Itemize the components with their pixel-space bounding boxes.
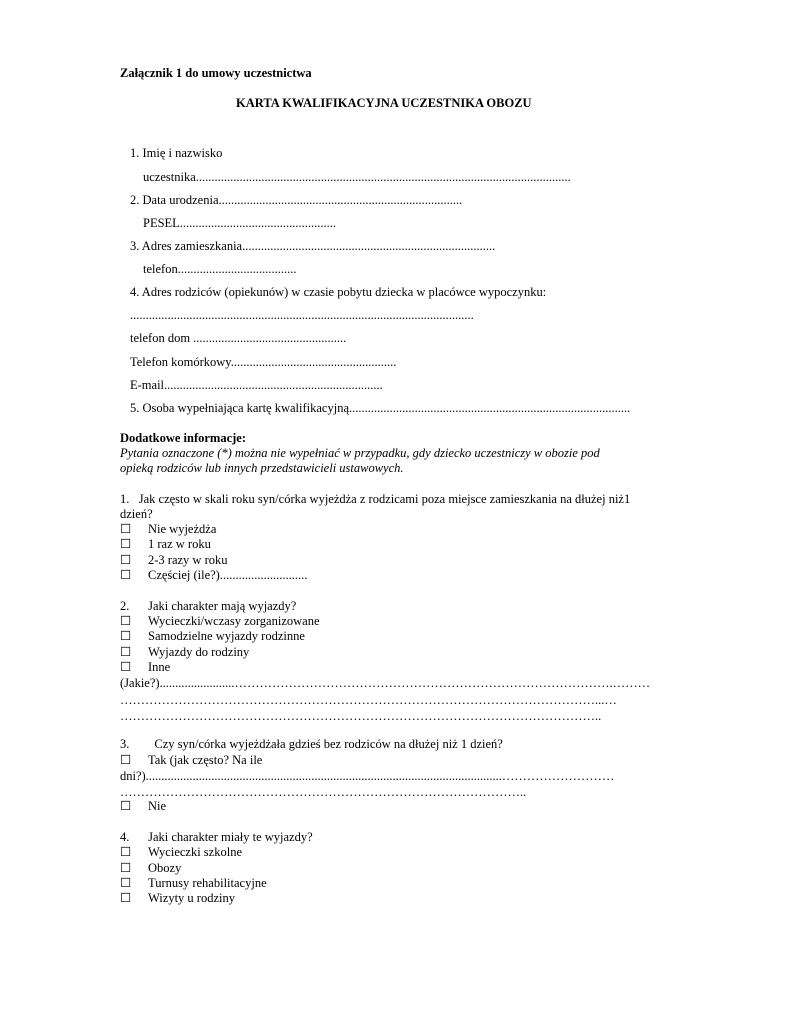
q1-option-label: 1 raz w roku bbox=[148, 537, 211, 551]
additional-heading: Dodatkowe informacje: bbox=[120, 431, 247, 445]
field-email[interactable]: E-mail...................................................................... bbox=[130, 378, 383, 392]
field-parents-address: 4. Adres rodziców (opiekunów) w czasie pobytu dziecka w placówce wypoczynku: bbox=[130, 285, 547, 299]
checkbox-icon[interactable]: ☐ bbox=[120, 537, 132, 551]
q4-option-label: Turnusy rehabilitacyjne bbox=[148, 876, 267, 890]
field-address[interactable]: 3. Adres zamieszkania................................................................................. bbox=[130, 239, 496, 253]
q2-text: 2. Jaki charakter mają wyjazdy? bbox=[120, 599, 297, 613]
q3-yes-line2[interactable]: …………………………………………………………………………………….. bbox=[120, 785, 527, 799]
q1-option[interactable] bbox=[120, 568, 307, 583]
checkbox-icon[interactable]: ☐ bbox=[120, 891, 132, 905]
q1-option[interactable] bbox=[120, 537, 211, 552]
q2-option[interactable] bbox=[120, 660, 170, 675]
q2-other-line2[interactable]: ……………………………………………………………………………………………………...… bbox=[120, 693, 617, 707]
checkbox-icon[interactable]: ☐ bbox=[120, 645, 132, 659]
q3-yes-line1[interactable]: dni?)..................................................................................................................……………………… bbox=[120, 769, 615, 783]
field-phone[interactable]: telefon...................................... bbox=[143, 262, 297, 276]
q4-option-label: Wycieczki szkolne bbox=[148, 845, 242, 859]
q1-option-label: Częściej (ile?)............................ bbox=[148, 568, 308, 582]
field-name-line[interactable]: uczestnika........................................................................................................................ bbox=[143, 170, 571, 184]
additional-note-line2: opieką rodziców lub innych przedstawicieli ustawowych. bbox=[120, 461, 404, 475]
checkbox-icon[interactable]: ☐ bbox=[120, 845, 132, 859]
q2-option-label: Inne bbox=[148, 660, 171, 674]
checkbox-icon[interactable]: ☐ bbox=[120, 861, 132, 875]
q2-other-line1[interactable]: (Jakie?)........................……………………………………………………………………………….……… bbox=[120, 676, 651, 690]
checkbox-icon[interactable]: ☐ bbox=[120, 629, 132, 643]
form-title: KARTA KWALIFIKACYJNA UCZESTNIKA OBOZU bbox=[236, 96, 532, 110]
q1-text-line1: 1. Jak często w skali roku syn/córka wyjeżdża z rodzicami poza miejsce zamieszkania na dłużej niż1 bbox=[120, 492, 631, 506]
field-filled-by[interactable]: 5. Osoba wypełniająca kartę kwalifikacyjną.......................................................................................... bbox=[130, 401, 631, 415]
q1-option[interactable] bbox=[120, 553, 228, 568]
q2-option-label: Samodzielne wyjazdy rodzinne bbox=[148, 629, 305, 643]
checkbox-icon[interactable]: ☐ bbox=[120, 522, 132, 536]
q4-text: 4. Jaki charakter miały te wyjazdy? bbox=[120, 830, 313, 844]
checkbox-icon[interactable]: ☐ bbox=[120, 799, 132, 813]
field-mobile-phone[interactable]: Telefon komórkowy..................................................... bbox=[130, 355, 397, 369]
q1-option-label: Nie wyjeżdża bbox=[148, 522, 217, 536]
q2-option[interactable] bbox=[120, 614, 320, 629]
q4-option-label: Obozy bbox=[148, 861, 182, 875]
q1-text-line2: dzień? bbox=[120, 507, 153, 521]
checkbox-icon[interactable]: ☐ bbox=[120, 614, 132, 628]
checkbox-icon[interactable]: ☐ bbox=[120, 568, 132, 582]
q2-other-line3[interactable]: …………………………………………………………………………………………………….. bbox=[120, 709, 602, 723]
q4-option[interactable] bbox=[120, 861, 181, 876]
q2-option[interactable] bbox=[120, 629, 305, 644]
checkbox-icon[interactable]: ☐ bbox=[120, 753, 132, 767]
q2-option-label: Wycieczki/wczasy zorganizowane bbox=[148, 614, 320, 628]
q1-option-label: 2-3 razy w roku bbox=[148, 553, 228, 567]
q4-option[interactable] bbox=[120, 845, 242, 860]
q2-option[interactable] bbox=[120, 645, 249, 660]
q3-option-yes[interactable] bbox=[120, 753, 262, 768]
field-home-phone[interactable]: telefon dom ................................................. bbox=[130, 331, 347, 345]
q4-option-label: Wizyty u rodziny bbox=[148, 891, 235, 905]
q3-option-yes-label: Tak (jak często? Na ile bbox=[148, 753, 263, 767]
checkbox-icon[interactable]: ☐ bbox=[120, 660, 132, 674]
q3-option-no-label: Nie bbox=[148, 799, 167, 813]
field-parents-line[interactable]: .............................................................................................................. bbox=[130, 308, 474, 322]
annex-label: Załącznik 1 do umowy uczestnictwa bbox=[120, 66, 312, 80]
q4-option[interactable] bbox=[120, 876, 267, 891]
q3-option-no[interactable] bbox=[120, 799, 166, 814]
checkbox-icon[interactable]: ☐ bbox=[120, 876, 132, 890]
q4-option[interactable] bbox=[120, 891, 235, 906]
additional-note-line1: Pytania oznaczone (*) można nie wypełniać w przypadku, gdy dziecko uczestniczy w obozie pod bbox=[120, 446, 600, 460]
q2-option-label: Wyjazdy do rodziny bbox=[148, 645, 250, 659]
q3-text: 3. Czy syn/córka wyjeżdżała gdzieś bez rodziców na dłużej niż 1 dzień? bbox=[120, 737, 503, 751]
field-dob[interactable]: 2. Data urodzenia.............................................................................. bbox=[130, 193, 463, 207]
field-name-label: 1. Imię i nazwisko bbox=[130, 146, 223, 160]
checkbox-icon[interactable]: ☐ bbox=[120, 553, 132, 567]
field-pesel[interactable]: PESEL.................................................. bbox=[143, 216, 337, 230]
q1-option[interactable] bbox=[120, 522, 216, 537]
